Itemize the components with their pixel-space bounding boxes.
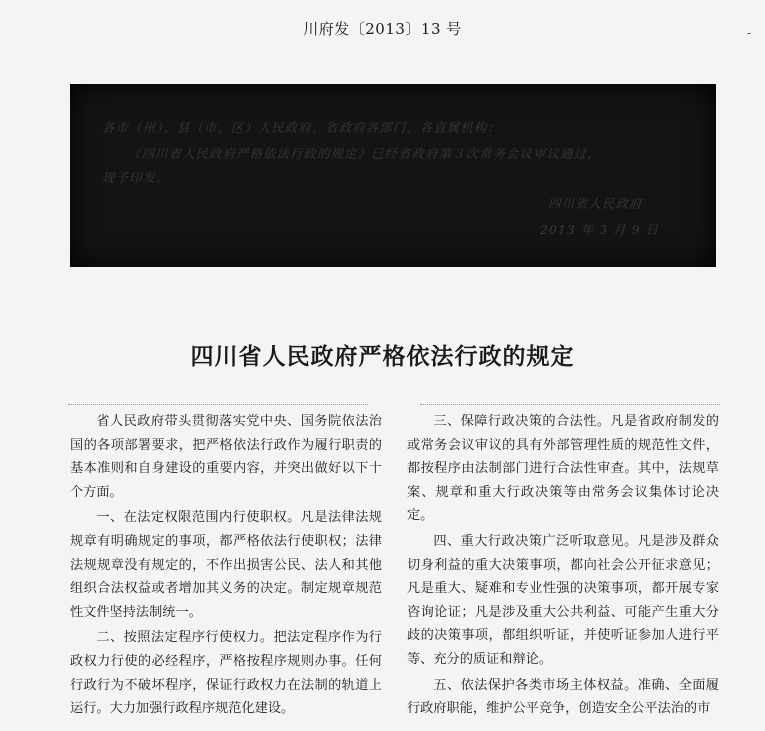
notice-box (70, 84, 716, 267)
right-column-rule (420, 404, 720, 407)
right-column (407, 410, 719, 723)
notice-signature: 四川省人民政府 (548, 196, 643, 211)
corner-mark: - (746, 26, 751, 40)
paragraph-item-3: 三、保障行政决策的合法性。凡是省政府制发的或常务会议审议的具有外部管理性质的规范性文件，都按程序由法制部门进行合法性审查。其中，法规草案、规章和重大行政决策等由常务会议集体讨论决定。 (407, 414, 719, 524)
paragraph-item-2: 二、按照法定程序行使权力。把法定程序作为行政权力行使的必经程序，严格按程序规则办事。任何行政行为不破坏程序，保证行政权力在法制的轨道上运行。大力加强行政程序规范化建设。 (70, 630, 382, 717)
document-number: 川府发〔2013〕13 号 (303, 20, 462, 38)
notice-line-body-end: 现予印发。 (102, 170, 170, 185)
notice-line-body: 《四川省人民政府严格依法行政的规定》已经省政府第３次常务会议审议通过， (128, 146, 601, 161)
left-column-rule (68, 404, 368, 407)
paragraph-item-1: 一、在法定权限范围内行使职权。凡是法律法规规章有明确规定的事项，都严格依法行使职权；法律法规规章没有规定的，不作出损害公民、法人和其他组织合法权益或者增加其义务的决定。制定规章规范性文件坚持法制统一。 (70, 510, 382, 620)
notice-line-addressee: 各市（州）、县（市、区）人民政府，省政府各部门、各直属机构： (102, 120, 501, 135)
left-column (70, 410, 382, 723)
notice-date: 2013 年 3 月 9 日 (540, 222, 660, 237)
paragraph-item-5: 五、依法保护各类市场主体权益。准确、全面履行政府职能，维护公平竞争，创造安全公平法治的市 (407, 677, 719, 717)
paragraph-intro: 省人民政府带头贯彻落实党中央、国务院依法治国的各项部署要求，把严格依法行政作为履行职责的基本准则和自身建设的重要内容，并突出做好以下十个方面。 (70, 414, 382, 500)
document-title: 四川省人民政府严格依法行政的规定 (190, 344, 575, 370)
paragraph-item-4: 四、重大行政决策广泛听取意见。凡是涉及群众切身利益的重大决策事项，都向社会公开征求意见；凡是重大、疑难和专业性强的决策事项，都开展专家咨询论证；凡是涉及重大公共利益、可能产生重大分歧的决策事项，都组织听证，并使听证参加人进行平等、充分的质证和辩论。 (407, 533, 719, 667)
